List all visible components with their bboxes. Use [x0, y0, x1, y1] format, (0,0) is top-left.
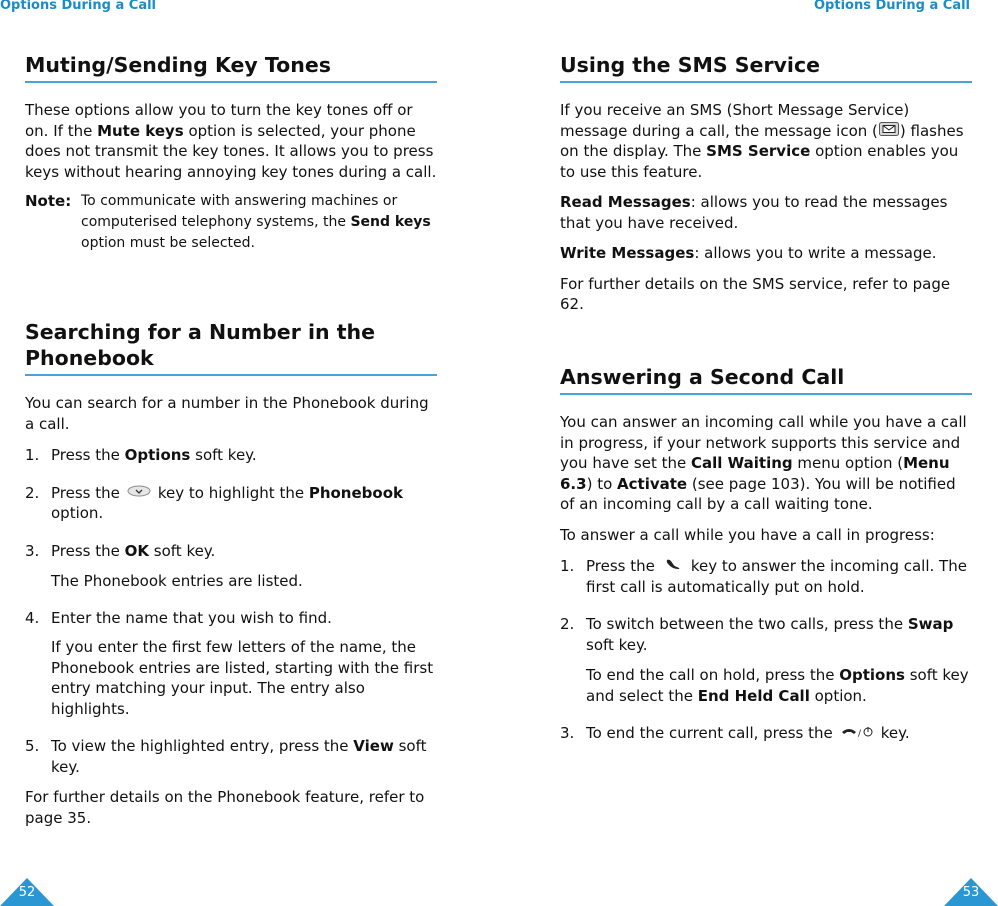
- list-item: 2. Press the key to highlight the Phonebook option.: [25, 483, 403, 523]
- nav-key-icon: [126, 483, 152, 504]
- page-number-badge: [944, 876, 998, 906]
- svg-text:/: /: [857, 728, 861, 739]
- note-text: To communicate with answering machines or computerised telephony systems, the Send keys option must be selected.: [81, 193, 431, 251]
- end-key-icon: [839, 724, 875, 745]
- list-item: 1. Press the Options soft key.: [25, 446, 257, 464]
- list-item: 3. To end the current call, press the / key.: [560, 724, 910, 743]
- message-icon: [879, 121, 899, 142]
- section-title: Muting/Sending Key Tones: [25, 52, 437, 83]
- section-title: Searching for a Number in the Phonebook: [25, 319, 437, 376]
- paragraph: To answer a call while you have a call in progress:: [560, 525, 935, 544]
- list-item: 5. To view the highlighted entry, press the View soft key.: [25, 737, 427, 776]
- paragraph: You can search for a number in the Phonebook during a call.: [25, 394, 429, 433]
- section-title: Using the SMS Service: [560, 52, 972, 83]
- page-number: 52: [18, 885, 36, 900]
- paragraph: These options allow you to turn the key tones off or on. If the Mute keys option is selected, your phone does not transmit the key tones. It allows you to press keys without hearing annoying key tones during a call.: [25, 101, 437, 181]
- list-item-detail: The Phonebook entries are listed.: [51, 572, 303, 591]
- page-number-badge: [0, 876, 54, 906]
- list-item: 4. Enter the name that you wish to find.: [25, 608, 332, 627]
- section-phonebook-search: [25, 319, 437, 828]
- note: [25, 191, 437, 254]
- page-number: 53: [962, 885, 980, 900]
- section-title: Answering a Second Call: [560, 364, 972, 395]
- section-second-call: [560, 364, 972, 744]
- paragraph: For further details on the SMS service, refer to page 62.: [560, 274, 951, 314]
- paragraph: For further details on the Phonebook feature, refer to page 35.: [25, 788, 425, 827]
- list-item: 1. Press the key to answer the incoming call. The first call is automatically put on hold.: [560, 557, 967, 596]
- note-label: Note:: [25, 192, 72, 210]
- send-key-icon: [661, 556, 685, 577]
- section-sms-service: [560, 52, 972, 315]
- running-head: Options During a Call: [814, 0, 970, 13]
- running-head: Options During a Call: [0, 0, 156, 13]
- paragraph: Write Messages: allows you to write a message.: [560, 244, 937, 263]
- paragraph: You can answer an incoming call while you have a call in progress, if your network supports this service and you have set the Call Waiting menu option (Menu 6.3) to Activate (see page 103). You will be notified of an incoming call by a call waiting tone.: [560, 413, 967, 513]
- section-muting: [25, 52, 437, 254]
- list-item: 3. Press the OK soft key.: [25, 541, 216, 560]
- right-page: [499, 0, 998, 906]
- paragraph: Read Messages: allows you to read the messages that you have received.: [560, 193, 948, 232]
- list-item-detail: To end the call on hold, press the Options soft key and select the End Held Call option.: [586, 666, 969, 705]
- list-item-detail: If you enter the first few letters of the name, the Phonebook entries are listed, starting with the first entry matching your input. The entry also highlights.: [51, 638, 434, 718]
- list-item: 2. To switch between the two calls, press the Swap soft key.: [560, 615, 954, 654]
- paragraph: If you receive an SMS (Short Message Service) message during a call, the message icon ( ) flashes on the display. The SMS Service option enables you to use this feature.: [560, 101, 964, 181]
